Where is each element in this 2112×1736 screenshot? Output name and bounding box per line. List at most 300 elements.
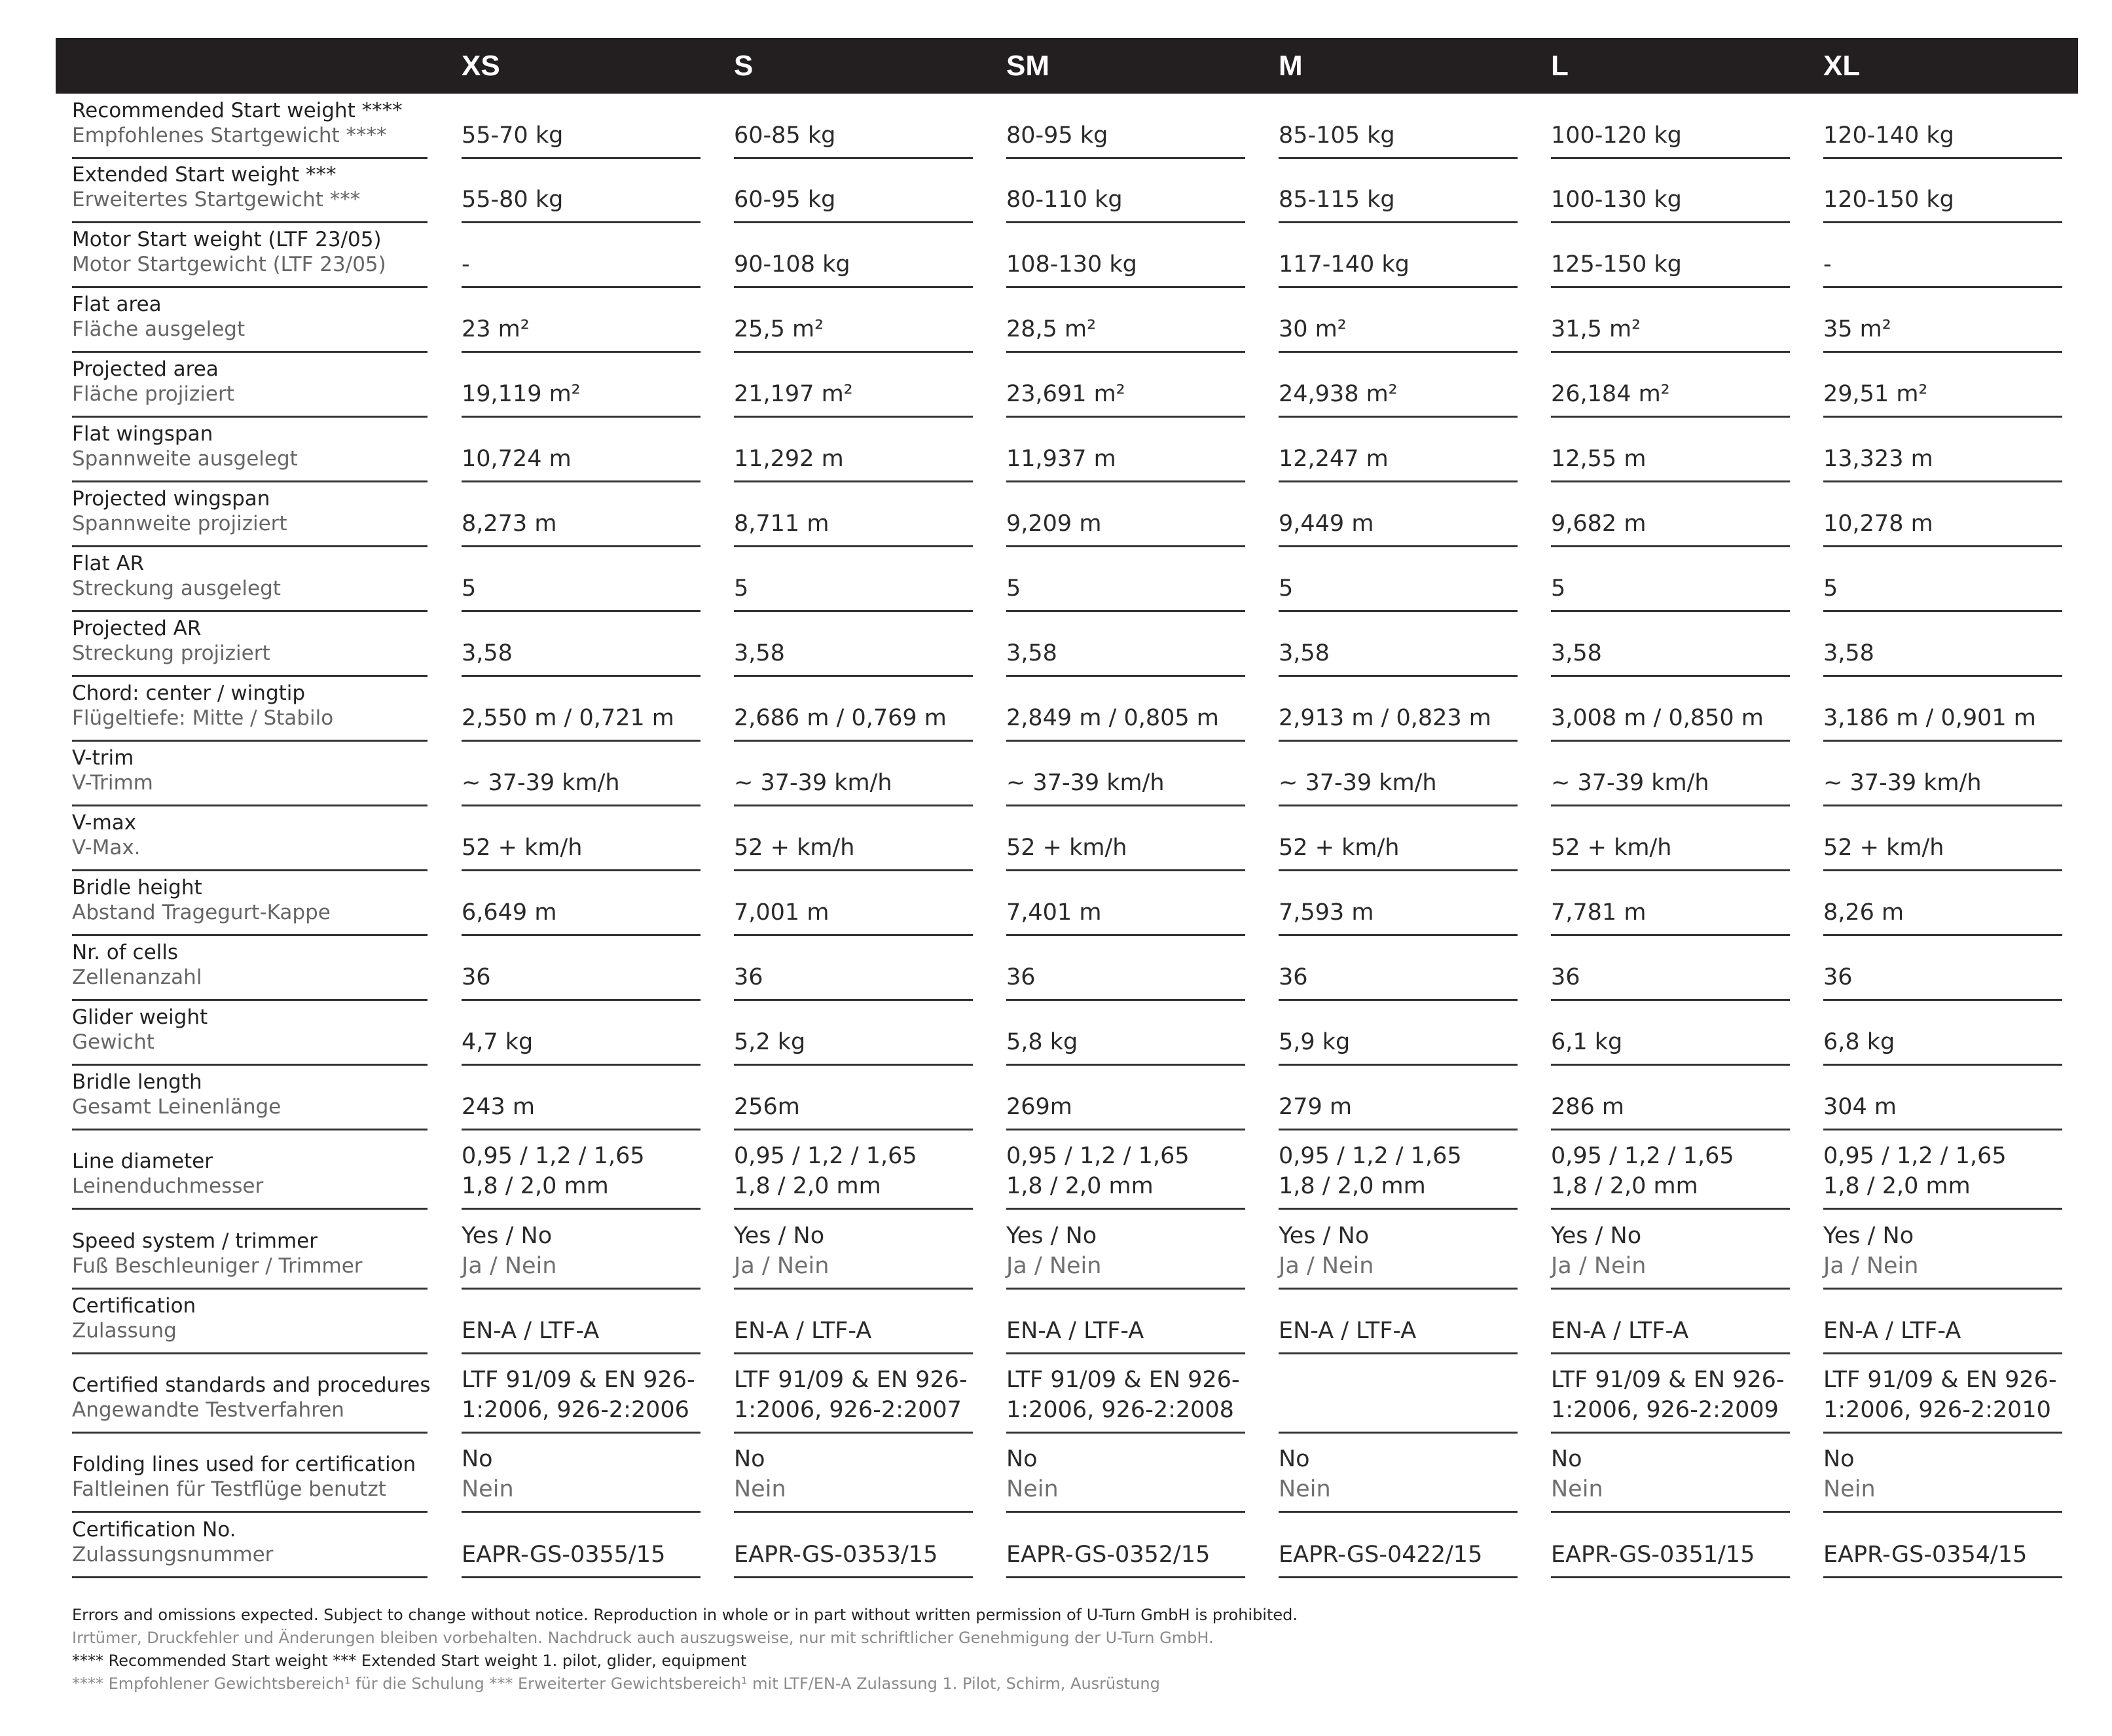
value-cell-m bbox=[1279, 1352, 1518, 1434]
cell-value: No bbox=[1279, 1446, 1310, 1472]
value-cell-m bbox=[1279, 869, 1518, 936]
cell-value: Yes / No bbox=[734, 1223, 825, 1249]
cell-value: 120-150 kg bbox=[1823, 187, 1954, 213]
cell-value: 85-105 kg bbox=[1279, 122, 1395, 149]
cell-value: 24,938 m² bbox=[1279, 381, 1398, 407]
cell-value: EN-A / LTF-A bbox=[1279, 1318, 1417, 1344]
cell-value: 9,449 m bbox=[1279, 511, 1374, 537]
cell-value: No bbox=[462, 1446, 493, 1472]
row-label-de: Angewandte Testverfahren bbox=[72, 1398, 344, 1422]
row-label-de: Gesamt Leinenlänge bbox=[72, 1095, 282, 1119]
value-cell-m bbox=[1279, 221, 1518, 288]
cell-value: Yes / No bbox=[462, 1223, 553, 1249]
row-label bbox=[72, 1432, 428, 1513]
value-cell-l bbox=[1551, 1352, 1790, 1434]
cell-value: 31,5 m² bbox=[1551, 316, 1641, 342]
value-cell-l bbox=[1551, 157, 1790, 223]
cell-value: EAPR-GS-0354/15 bbox=[1823, 1542, 2028, 1568]
row-label-en: Bridle length bbox=[72, 1070, 202, 1094]
value-cell-xl bbox=[1823, 1064, 2062, 1130]
value-cell-xs bbox=[462, 1432, 701, 1513]
cell-value: Nein bbox=[462, 1476, 514, 1502]
footer-line: **** Recommended Start weight *** Extended Start weight 1. pilot, glider, equipment bbox=[72, 1652, 747, 1670]
row-label-en: V-trim bbox=[72, 746, 134, 770]
value-cell-xl bbox=[1823, 1288, 2062, 1354]
value-cell-xs bbox=[462, 1288, 701, 1354]
value-cell-s bbox=[734, 999, 973, 1066]
spec-row bbox=[0, 159, 2112, 223]
row-label-en: V-max bbox=[72, 811, 137, 835]
row-label-en: Certification bbox=[72, 1294, 196, 1318]
row-label-de: Streckung projiziert bbox=[72, 642, 270, 665]
row-label-de: Faltleinen für Testflüge benutzt bbox=[72, 1477, 386, 1501]
value-cell-s bbox=[734, 157, 973, 223]
value-cell-xs bbox=[462, 675, 701, 742]
cell-value: 12,55 m bbox=[1551, 446, 1647, 472]
spec-row bbox=[0, 1130, 2112, 1210]
spec-row bbox=[0, 1210, 2112, 1290]
value-cell-s bbox=[734, 610, 973, 677]
cell-value: 26,184 m² bbox=[1551, 381, 1670, 407]
cell-value: ~ 37-39 km/h bbox=[1823, 770, 1982, 796]
row-label-en: Bridle height bbox=[72, 876, 202, 899]
value-cell-s bbox=[734, 286, 973, 353]
cell-value: 52 + km/h bbox=[1823, 835, 1944, 861]
value-cell-xl bbox=[1823, 1208, 2062, 1290]
row-label bbox=[72, 1352, 431, 1434]
cell-value: ~ 37-39 km/h bbox=[462, 770, 620, 796]
cell-value: 21,197 m² bbox=[734, 381, 853, 407]
cell-value: 8,711 m bbox=[734, 511, 829, 537]
value-cell-l bbox=[1551, 1288, 1790, 1354]
cell-value: 36 bbox=[1279, 964, 1308, 990]
cell-value: Nein bbox=[1006, 1476, 1059, 1502]
value-cell-xl bbox=[1823, 1352, 2062, 1434]
cell-value: 55-70 kg bbox=[462, 122, 564, 149]
value-cell-s bbox=[734, 1352, 973, 1434]
cell-value: EN-A / LTF-A bbox=[734, 1318, 872, 1344]
value-cell-l bbox=[1551, 934, 1790, 1001]
cell-value: Nein bbox=[734, 1476, 786, 1502]
cell-value: 25,5 m² bbox=[734, 316, 824, 342]
cell-value: 30 m² bbox=[1279, 316, 1347, 342]
footer-line: **** Empfohlener Gewichtsbereich¹ für die Schulung *** Erweiterter Gewichtsbereich¹ mit LTF/EN-A Zulassung 1. Pilot, Schirm, Ausrüstung bbox=[72, 1674, 1160, 1693]
cell-value: 100-120 kg bbox=[1551, 122, 1682, 149]
cell-value: 52 + km/h bbox=[1006, 835, 1127, 861]
cell-value: 3,008 m / 0,850 m bbox=[1551, 705, 1764, 731]
cell-value: EAPR-GS-0351/15 bbox=[1551, 1542, 1755, 1568]
cell-value: 2,550 m / 0,721 m bbox=[462, 705, 674, 731]
spec-row bbox=[0, 677, 2112, 742]
value-cell-sm bbox=[1006, 1064, 1245, 1130]
value-cell-sm bbox=[1006, 157, 1245, 223]
cell-value: Nein bbox=[1551, 1476, 1603, 1502]
cell-value: 0,95 / 1,2 / 1,65 bbox=[1006, 1143, 1190, 1169]
spec-row bbox=[0, 547, 2112, 612]
row-label bbox=[72, 221, 428, 288]
cell-value: 23,691 m² bbox=[1006, 381, 1125, 407]
value-cell-xs bbox=[462, 1129, 701, 1210]
cell-value: 55-80 kg bbox=[462, 187, 564, 213]
row-label-en: Projected wingspan bbox=[72, 487, 270, 511]
cell-value: 243 m bbox=[462, 1094, 536, 1120]
value-cell-xl bbox=[1823, 869, 2062, 936]
value-cell-l bbox=[1551, 480, 1790, 547]
value-cell-xs bbox=[462, 740, 701, 806]
row-label bbox=[72, 1208, 428, 1290]
cell-value: 9,682 m bbox=[1551, 511, 1647, 537]
cell-value: Ja / Nein bbox=[1006, 1253, 1102, 1279]
value-cell-sm bbox=[1006, 805, 1245, 871]
value-cell-m bbox=[1279, 675, 1518, 742]
value-cell-xl bbox=[1823, 480, 2062, 547]
value-cell-l bbox=[1551, 1208, 1790, 1290]
value-cell-sm bbox=[1006, 351, 1245, 418]
cell-value: 0,95 / 1,2 / 1,65 bbox=[734, 1143, 917, 1169]
row-label-en: Speed system / trimmer bbox=[72, 1229, 318, 1253]
size-label-m: M bbox=[1279, 50, 1303, 82]
cell-value: 8,273 m bbox=[462, 511, 557, 537]
size-label-l: L bbox=[1551, 50, 1569, 82]
value-cell-m bbox=[1279, 1511, 1518, 1578]
cell-value: 36 bbox=[1823, 964, 1853, 990]
row-label-de: Zulassung bbox=[72, 1319, 177, 1343]
cell-value: 0,95 / 1,2 / 1,65 bbox=[1823, 1143, 2007, 1169]
row-label-en: Folding lines used for certification bbox=[72, 1453, 416, 1476]
value-cell-xl bbox=[1823, 157, 2062, 223]
footer-notes bbox=[72, 1604, 1298, 1695]
cell-value: 108-130 kg bbox=[1006, 251, 1137, 278]
cell-value: 117-140 kg bbox=[1279, 251, 1410, 278]
row-label-de: Leinenduchmesser bbox=[72, 1174, 264, 1198]
value-cell-xs bbox=[462, 545, 701, 612]
cell-value: 5,2 kg bbox=[734, 1029, 806, 1055]
value-cell-sm bbox=[1006, 480, 1245, 547]
size-label-xl: XL bbox=[1823, 50, 1861, 82]
cell-value: Nein bbox=[1823, 1476, 1876, 1502]
value-cell-s bbox=[734, 1129, 973, 1210]
spec-row bbox=[0, 871, 2112, 936]
cell-value: 29,51 m² bbox=[1823, 381, 1928, 407]
cell-value: No bbox=[1823, 1446, 1855, 1472]
cell-value: 0,95 / 1,2 / 1,65 bbox=[1551, 1143, 1734, 1169]
value-cell-m bbox=[1279, 157, 1518, 223]
row-label bbox=[72, 1129, 428, 1210]
cell-value: 36 bbox=[1006, 964, 1036, 990]
cell-value: 0,95 / 1,2 / 1,65 bbox=[1279, 1143, 1462, 1169]
size-label-s: S bbox=[734, 50, 754, 82]
row-label-en: Chord: center / wingtip bbox=[72, 681, 306, 705]
value-cell-s bbox=[734, 1208, 973, 1290]
value-cell-m bbox=[1279, 1129, 1518, 1210]
value-cell-xs bbox=[462, 934, 701, 1001]
cell-value: 7,001 m bbox=[734, 899, 829, 926]
cell-value: 1,8 / 2,0 mm bbox=[462, 1173, 609, 1199]
cell-value: 2,849 m / 0,805 m bbox=[1006, 705, 1219, 731]
cell-value: 256m bbox=[734, 1094, 800, 1120]
value-cell-sm bbox=[1006, 1432, 1245, 1513]
value-cell-sm bbox=[1006, 999, 1245, 1066]
value-cell-xl bbox=[1823, 93, 2062, 159]
cell-value: 3,58 bbox=[1006, 640, 1057, 666]
row-label-en: Extended Start weight *** bbox=[72, 163, 337, 187]
cell-value: 5 bbox=[1006, 575, 1021, 602]
row-label bbox=[72, 1511, 428, 1578]
cell-value: 19,119 m² bbox=[462, 381, 581, 407]
value-cell-xl bbox=[1823, 1129, 2062, 1210]
value-cell-l bbox=[1551, 93, 1790, 159]
value-cell-xs bbox=[462, 1511, 701, 1578]
value-cell-s bbox=[734, 1432, 973, 1513]
cell-value: 11,292 m bbox=[734, 446, 844, 472]
value-cell-s bbox=[734, 1511, 973, 1578]
cell-value: 60-85 kg bbox=[734, 122, 836, 149]
row-label-en: Flat AR bbox=[72, 552, 145, 575]
row-label-de: Abstand Tragegurt-Kappe bbox=[72, 901, 331, 924]
spec-row bbox=[0, 95, 2112, 159]
spec-row bbox=[0, 1434, 2112, 1513]
footer-line: Irrtümer, Druckfehler und Änderungen bleiben vorbehalten. Nachdruck auch auszugsweise, nur mit schriftlicher Genehmigung der U-Turn GmbH. bbox=[72, 1629, 1214, 1647]
cell-value: 1,8 / 2,0 mm bbox=[734, 1173, 881, 1199]
value-cell-xl bbox=[1823, 999, 2062, 1066]
value-cell-sm bbox=[1006, 286, 1245, 353]
cell-value: 35 m² bbox=[1823, 316, 1891, 342]
cell-value: 3,58 bbox=[1279, 640, 1330, 666]
row-label-en: Nr. of cells bbox=[72, 941, 179, 964]
row-label bbox=[72, 740, 428, 806]
value-cell-m bbox=[1279, 1064, 1518, 1130]
value-cell-xl bbox=[1823, 1511, 2062, 1578]
cell-value: 1:2006, 926-2:2006 bbox=[462, 1397, 689, 1423]
cell-value: Ja / Nein bbox=[1823, 1253, 1919, 1279]
cell-value: 1,8 / 2,0 mm bbox=[1006, 1173, 1154, 1199]
spec-row bbox=[0, 1290, 2112, 1354]
cell-value: Yes / No bbox=[1279, 1223, 1370, 1249]
value-cell-xs bbox=[462, 416, 701, 482]
value-cell-xl bbox=[1823, 1432, 2062, 1513]
spec-row bbox=[0, 1354, 2112, 1434]
cell-value: 286 m bbox=[1551, 1094, 1625, 1120]
row-label-en: Motor Start weight (LTF 23/05) bbox=[72, 228, 382, 251]
cell-value: 52 + km/h bbox=[462, 835, 583, 861]
cell-value: 12,247 m bbox=[1279, 446, 1389, 472]
cell-value: 3,58 bbox=[1823, 640, 1874, 666]
value-cell-xs bbox=[462, 93, 701, 159]
cell-value: LTF 91/09 & EN 926- bbox=[1551, 1367, 1785, 1393]
cell-value: Ja / Nein bbox=[462, 1253, 557, 1279]
value-cell-xs bbox=[462, 286, 701, 353]
value-cell-xs bbox=[462, 1352, 701, 1434]
value-cell-m bbox=[1279, 740, 1518, 806]
value-cell-l bbox=[1551, 805, 1790, 871]
cell-value: EN-A / LTF-A bbox=[1551, 1318, 1689, 1344]
value-cell-l bbox=[1551, 675, 1790, 742]
cell-value: Ja / Nein bbox=[1551, 1253, 1647, 1279]
value-cell-m bbox=[1279, 805, 1518, 871]
value-cell-s bbox=[734, 480, 973, 547]
value-cell-xs bbox=[462, 480, 701, 547]
value-cell-s bbox=[734, 934, 973, 1001]
cell-value: 1:2006, 926-2:2010 bbox=[1823, 1397, 2051, 1423]
value-cell-s bbox=[734, 93, 973, 159]
cell-value: 0,95 / 1,2 / 1,65 bbox=[462, 1143, 645, 1169]
cell-value: 10,278 m bbox=[1823, 511, 1933, 537]
spec-row bbox=[0, 353, 2112, 418]
value-cell-sm bbox=[1006, 934, 1245, 1001]
cell-value: - bbox=[1823, 251, 1832, 278]
value-cell-m bbox=[1279, 610, 1518, 677]
value-cell-xl bbox=[1823, 351, 2062, 418]
row-label-en: Certification No. bbox=[72, 1518, 236, 1542]
row-label-en: Flat wingspan bbox=[72, 422, 213, 446]
size-label-sm: SM bbox=[1006, 50, 1049, 82]
value-cell-m bbox=[1279, 999, 1518, 1066]
cell-value: 5 bbox=[1551, 575, 1566, 602]
cell-value: 28,5 m² bbox=[1006, 316, 1097, 342]
value-cell-l bbox=[1551, 1511, 1790, 1578]
spec-row bbox=[0, 288, 2112, 353]
cell-value: ~ 37-39 km/h bbox=[1279, 770, 1437, 796]
cell-value: 3,58 bbox=[734, 640, 785, 666]
row-label-de: V-Max. bbox=[72, 836, 141, 859]
cell-value: 1,8 / 2,0 mm bbox=[1823, 1173, 1971, 1199]
cell-value: Ja / Nein bbox=[1279, 1253, 1374, 1279]
cell-value: LTF 91/09 & EN 926- bbox=[734, 1367, 968, 1393]
row-label bbox=[72, 545, 428, 612]
value-cell-xs bbox=[462, 1208, 701, 1290]
row-label-de: Gewicht bbox=[72, 1030, 155, 1054]
cell-value: 8,26 m bbox=[1823, 899, 1904, 926]
cell-value: Yes / No bbox=[1551, 1223, 1642, 1249]
spec-row bbox=[0, 742, 2112, 806]
cell-value: 5 bbox=[1823, 575, 1838, 602]
size-label-xs: XS bbox=[462, 50, 500, 82]
value-cell-sm bbox=[1006, 1129, 1245, 1210]
cell-value: 6,8 kg bbox=[1823, 1029, 1895, 1055]
cell-value: 11,937 m bbox=[1006, 446, 1116, 472]
row-label-de: Spannweite ausgelegt bbox=[72, 447, 298, 471]
cell-value: 2,686 m / 0,769 m bbox=[734, 705, 947, 731]
row-label-de: Zellenanzahl bbox=[72, 966, 202, 989]
row-label-en: Certified standards and procedures bbox=[72, 1373, 431, 1397]
cell-value: EN-A / LTF-A bbox=[1006, 1318, 1144, 1344]
cell-value: 3,58 bbox=[462, 640, 513, 666]
value-cell-m bbox=[1279, 286, 1518, 353]
cell-value: 125-150 kg bbox=[1551, 251, 1682, 278]
cell-value: 10,724 m bbox=[462, 446, 572, 472]
row-label bbox=[72, 999, 428, 1066]
cell-value: 3,186 m / 0,901 m bbox=[1823, 705, 2036, 731]
value-cell-s bbox=[734, 740, 973, 806]
value-cell-l bbox=[1551, 1432, 1790, 1513]
value-cell-xs bbox=[462, 869, 701, 936]
value-cell-xl bbox=[1823, 805, 2062, 871]
cell-value: 9,209 m bbox=[1006, 511, 1102, 537]
cell-value: 52 + km/h bbox=[1279, 835, 1400, 861]
value-cell-sm bbox=[1006, 545, 1245, 612]
cell-value: 6,1 kg bbox=[1551, 1029, 1623, 1055]
value-cell-sm bbox=[1006, 416, 1245, 482]
cell-value: 5 bbox=[734, 575, 749, 602]
cell-value: Yes / No bbox=[1006, 1223, 1097, 1249]
value-cell-xs bbox=[462, 999, 701, 1066]
cell-value: LTF 91/09 & EN 926- bbox=[462, 1367, 695, 1393]
cell-value: 4,7 kg bbox=[462, 1029, 534, 1055]
cell-value: 269m bbox=[1006, 1094, 1072, 1120]
row-label-en: Projected AR bbox=[72, 617, 202, 640]
cell-value: 2,913 m / 0,823 m bbox=[1279, 705, 1491, 731]
row-label-de: Empfohlenes Startgewicht **** bbox=[72, 124, 387, 147]
value-cell-l bbox=[1551, 545, 1790, 612]
value-cell-l bbox=[1551, 740, 1790, 806]
value-cell-s bbox=[734, 869, 973, 936]
value-cell-xl bbox=[1823, 675, 2062, 742]
cell-value: 36 bbox=[734, 964, 763, 990]
spec-row bbox=[0, 418, 2112, 482]
value-cell-sm bbox=[1006, 1288, 1245, 1354]
value-cell-l bbox=[1551, 999, 1790, 1066]
value-cell-s bbox=[734, 545, 973, 612]
cell-value: EAPR-GS-0352/15 bbox=[1006, 1542, 1211, 1568]
value-cell-s bbox=[734, 416, 973, 482]
value-cell-xl bbox=[1823, 740, 2062, 806]
value-cell-m bbox=[1279, 545, 1518, 612]
cell-value: 36 bbox=[1551, 964, 1580, 990]
cell-value: 85-115 kg bbox=[1279, 187, 1395, 213]
cell-value: 36 bbox=[462, 964, 491, 990]
row-label-de: Flügeltiefe: Mitte / Stabilo bbox=[72, 706, 334, 730]
spec-row bbox=[0, 1066, 2112, 1130]
cell-value: 7,401 m bbox=[1006, 899, 1102, 926]
row-label bbox=[72, 610, 428, 677]
value-cell-xl bbox=[1823, 545, 2062, 612]
value-cell-xl bbox=[1823, 286, 2062, 353]
row-label bbox=[72, 286, 428, 353]
cell-value: No bbox=[734, 1446, 765, 1472]
value-cell-m bbox=[1279, 480, 1518, 547]
cell-value: 5 bbox=[462, 575, 477, 602]
cell-value: EAPR-GS-0422/15 bbox=[1279, 1542, 1483, 1568]
value-cell-sm bbox=[1006, 1352, 1245, 1434]
cell-value: 100-130 kg bbox=[1551, 187, 1682, 213]
cell-value: 80-95 kg bbox=[1006, 122, 1108, 149]
row-label-de: Zulassungsnummer bbox=[72, 1543, 274, 1566]
row-label-en: Projected area bbox=[72, 357, 219, 381]
cell-value: LTF 91/09 & EN 926- bbox=[1006, 1367, 1240, 1393]
row-label bbox=[72, 675, 428, 742]
cell-value: 6,649 m bbox=[462, 899, 557, 926]
cell-value: 1:2006, 926-2:2008 bbox=[1006, 1397, 1234, 1423]
value-cell-m bbox=[1279, 1208, 1518, 1290]
cell-value: 60-95 kg bbox=[734, 187, 836, 213]
cell-value: 7,593 m bbox=[1279, 899, 1374, 926]
size-header-bar bbox=[56, 38, 2078, 94]
cell-value: No bbox=[1006, 1446, 1038, 1472]
value-cell-l bbox=[1551, 286, 1790, 353]
value-cell-s bbox=[734, 1064, 973, 1130]
value-cell-m bbox=[1279, 416, 1518, 482]
cell-value: EAPR-GS-0353/15 bbox=[734, 1542, 938, 1568]
value-cell-m bbox=[1279, 93, 1518, 159]
row-label bbox=[72, 157, 428, 223]
row-label-de: Fläche ausgelegt bbox=[72, 317, 246, 341]
cell-value: No bbox=[1551, 1446, 1582, 1472]
value-cell-xs bbox=[462, 1064, 701, 1130]
cell-value: EN-A / LTF-A bbox=[1823, 1318, 1961, 1344]
value-cell-l bbox=[1551, 610, 1790, 677]
value-cell-sm bbox=[1006, 221, 1245, 288]
row-label bbox=[72, 934, 428, 1001]
